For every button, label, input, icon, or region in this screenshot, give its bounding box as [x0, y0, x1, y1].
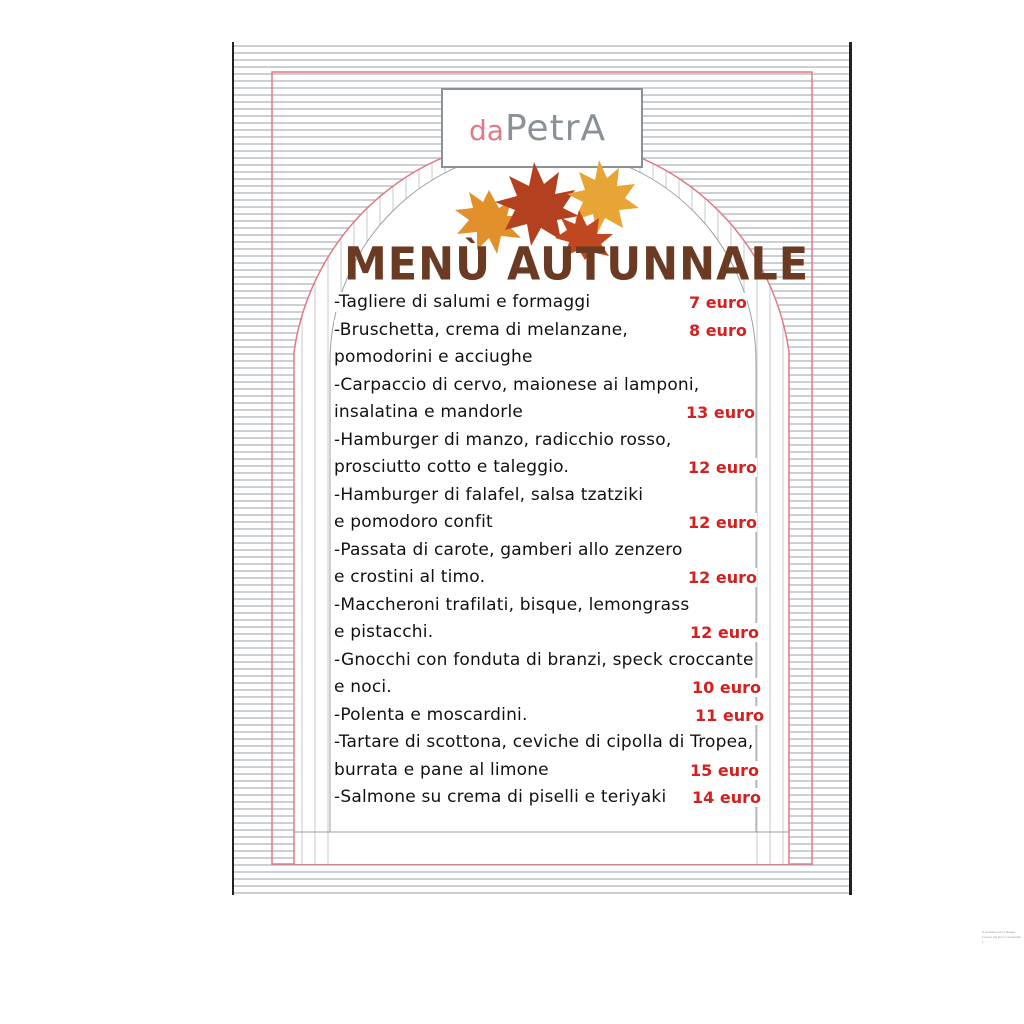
menu-item-price: 13 euro	[686, 403, 755, 422]
menu-item-line: -Hamburger di falafel, salsa tzatziki	[334, 484, 644, 505]
menu-title: MENÙ AUTUNNALE	[344, 238, 810, 292]
menu-item-line: -Tagliere di salumi e formaggi	[334, 292, 591, 312]
menu-item-line: e pomodoro confit	[334, 512, 493, 532]
menu-item-price: 12 euro	[688, 568, 757, 587]
menu-item-line: -Hamburger di manzo, radicchio rosso,	[334, 429, 672, 450]
menu-item-line: -Tartare di scottona, ceviche di cipolla di Tropea,	[334, 732, 754, 752]
menu-item-line: -Bruschetta, crema di melanzane,	[334, 319, 628, 340]
menu-item-price: 14 euro	[692, 788, 761, 807]
menu-item-price: 12 euro	[690, 623, 759, 642]
footnote	[982, 930, 1022, 945]
menu-items-list	[234, 42, 849, 895]
logo-prefix: da	[469, 114, 504, 147]
footnote-line-1: ci scusiamo per il disagio	[982, 930, 1016, 934]
menu-item-price: 12 euro	[688, 513, 757, 532]
menu-item-line: -Passata di carote, gamberi allo zenzero	[334, 539, 683, 560]
menu-item-line: e pistacchi.	[334, 622, 434, 642]
menu-item-price: 11 euro	[695, 705, 764, 725]
menu-item-line: pomodorini e acciughe	[334, 347, 533, 367]
footnote-line-2: il cuoco sta ferme compiendo s	[982, 935, 1022, 944]
menu-item-line: -Maccheroni trafilati, bisque, lemongrass	[334, 594, 690, 615]
menu-item-price: 12 euro	[688, 458, 757, 477]
logo-name: PetrA	[505, 108, 607, 149]
menu-item-line: burrata e pane al limone	[334, 759, 549, 780]
menu-item-line: -Gnocchi con fonduta di branzi, speck croccante	[334, 649, 754, 670]
menu-item-line: e crostini al timo.	[334, 567, 486, 587]
menu-item-price: 8 euro	[689, 320, 747, 340]
menu-item-price: 7 euro	[689, 293, 747, 312]
menu-item-price: 10 euro	[692, 678, 761, 697]
menu-item-line: -Salmone su crema di piselli e teriyaki	[334, 787, 667, 807]
menu-sheet	[232, 42, 852, 895]
menu-item-line: prosciutto cotto e taleggio.	[334, 457, 570, 477]
menu-item-line: insalatina e mandorle	[334, 402, 524, 422]
menu-item-line: e noci.	[334, 677, 392, 697]
menu-item-line: -Polenta e moscardini.	[334, 704, 528, 725]
menu-item-line: -Carpaccio di cervo, maionese ai lamponi,	[334, 374, 700, 395]
menu-item-price: 15 euro	[690, 760, 759, 780]
